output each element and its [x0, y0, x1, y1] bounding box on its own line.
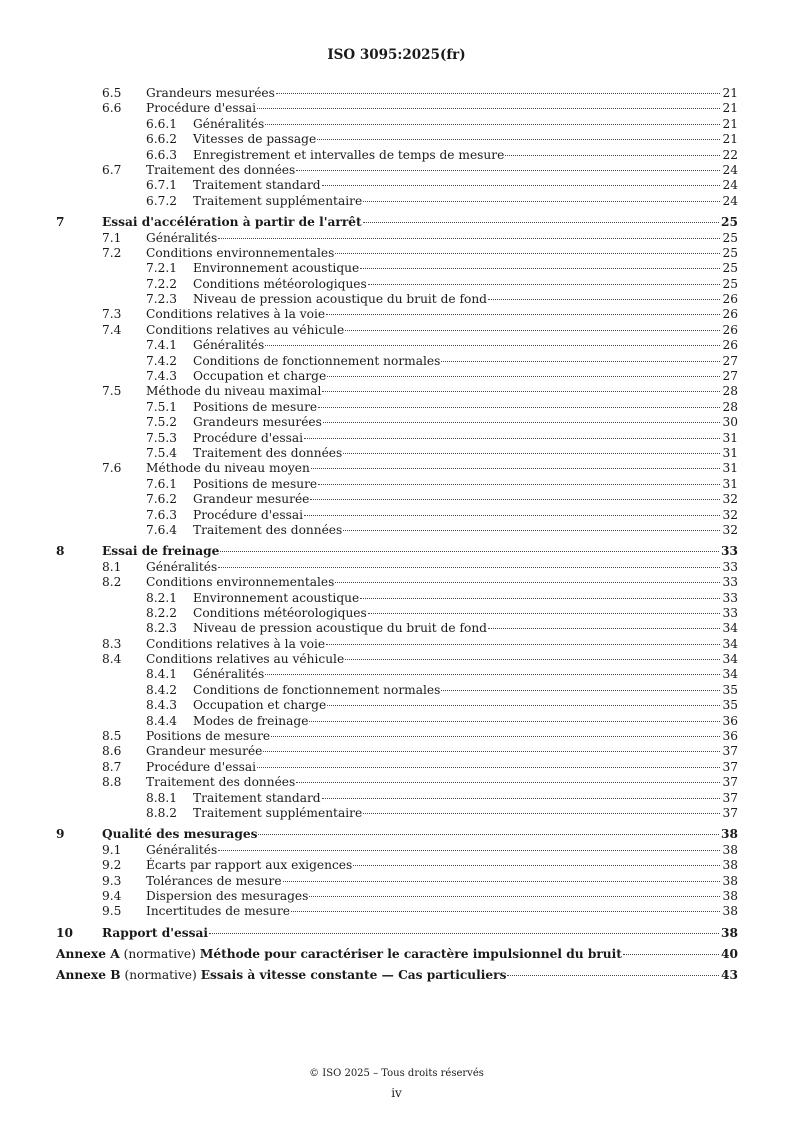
- toc-leader-dots: [309, 721, 720, 722]
- toc-title: Généralités: [146, 842, 218, 857]
- toc-number: 7.6.2: [146, 492, 178, 507]
- toc-title: Essais à vitesse constante — Cas particuliers: [200, 968, 507, 983]
- toc-clause-10[interactable]: [56, 926, 738, 941]
- toc-entry-7.4.3[interactable]: [56, 369, 738, 384]
- toc-entry-7.3[interactable]: [56, 307, 738, 322]
- toc-page-number: 33: [722, 605, 738, 620]
- toc-leader-dots: [265, 345, 720, 346]
- copyright-footer: © ISO 2025 – Tous droits réservés: [309, 1068, 484, 1079]
- toc-leader-dots: [258, 834, 719, 835]
- toc-number: 8.8.1: [146, 790, 178, 805]
- toc-entry-7.2.1[interactable]: [56, 261, 738, 276]
- toc-page-number: 33: [722, 590, 738, 605]
- toc-page-number: 37: [722, 775, 738, 790]
- toc-leader-dots: [360, 268, 720, 269]
- toc-title: Procédure d'essai: [146, 101, 257, 116]
- toc-number: 8.4.2: [146, 682, 178, 697]
- toc-page-number: 32: [722, 507, 738, 522]
- toc-page-number: 31: [722, 461, 738, 476]
- toc-entry-8.4.1[interactable]: [56, 667, 738, 682]
- toc-title: Essai de freinage: [102, 544, 220, 559]
- toc-annex-annexe-a[interactable]: [56, 947, 738, 962]
- toc-leader-dots: [327, 705, 720, 706]
- toc-number: 6.6.2: [146, 132, 178, 147]
- toc-number: 7.4.3: [146, 369, 178, 384]
- toc-page-number: 37: [722, 790, 738, 805]
- toc-title: Conditions météorologiques: [193, 276, 367, 291]
- toc-number: 7.5.3: [146, 430, 178, 445]
- toc-page-number: 24: [722, 162, 738, 177]
- toc-title: Généralités: [193, 116, 265, 131]
- toc-page-number: 32: [722, 522, 738, 537]
- toc-leader-dots: [220, 551, 719, 552]
- toc-leader-dots: [322, 185, 721, 186]
- toc-page-number: 25: [721, 215, 738, 230]
- toc-page-number: 28: [722, 399, 738, 414]
- toc-entry-8.8.1[interactable]: [56, 791, 738, 806]
- toc-number: 7.3: [102, 307, 122, 322]
- toc-leader-dots: [368, 613, 721, 614]
- toc-page-number: 24: [722, 193, 738, 208]
- toc-number: 6.5: [102, 86, 122, 100]
- toc-entry-9.3[interactable]: [56, 874, 738, 889]
- toc-title: Conditions de fonctionnement normales: [193, 353, 441, 368]
- toc-page-number: 37: [722, 759, 738, 774]
- toc-entry-8.8.2[interactable]: [56, 806, 738, 821]
- toc-leader-dots: [488, 299, 721, 300]
- toc-number: Annexe B: [56, 968, 121, 983]
- toc-leader-dots: [335, 253, 720, 254]
- toc-number: 8.4: [102, 652, 122, 667]
- toc-page-number: 34: [722, 652, 738, 667]
- toc-title: Méthode pour caractériser le caractère impulsionnel du bruit: [199, 947, 622, 962]
- toc-entry-9.5[interactable]: [56, 904, 738, 919]
- toc-entry-8.6[interactable]: [56, 744, 738, 759]
- toc-leader-dots: [304, 438, 720, 439]
- toc-clause-8[interactable]: [56, 544, 738, 559]
- toc-title: Tolérances de mesure: [146, 873, 282, 888]
- toc-page-number: 26: [722, 307, 738, 322]
- toc-number: 6.6.1: [146, 116, 178, 131]
- toc-leader-dots: [322, 391, 720, 392]
- toc-page-number: 38: [722, 842, 738, 857]
- toc-leader-dots: [343, 453, 720, 454]
- toc-number: 8.4.1: [146, 667, 178, 682]
- toc-number: 6.6.3: [146, 147, 178, 162]
- toc-title: Conditions relatives à la voie: [146, 636, 326, 651]
- toc-number: 7.5: [102, 384, 122, 399]
- toc-leader-dots: [326, 644, 720, 645]
- toc-page-number: 24: [722, 178, 738, 193]
- toc-number: 7.4.2: [146, 353, 178, 368]
- toc-leader-dots: [310, 499, 720, 500]
- toc-entry-6.6.2[interactable]: [56, 132, 738, 147]
- toc-page-number: 26: [722, 292, 738, 307]
- toc-entry-8.7[interactable]: [56, 760, 738, 775]
- toc-leader-dots: [317, 139, 720, 140]
- toc-entry-8.5[interactable]: [56, 729, 738, 744]
- toc-title: Positions de mesure: [193, 476, 318, 491]
- toc-leader-dots: [311, 468, 721, 469]
- toc-page-number: 38: [721, 925, 738, 940]
- toc-entry-7.4[interactable]: [56, 323, 738, 338]
- toc-entry-8.3[interactable]: [56, 637, 738, 652]
- toc-leader-dots: [323, 422, 721, 423]
- toc-entry-8.4.4[interactable]: [56, 714, 738, 729]
- toc-page-number: 36: [722, 729, 738, 744]
- toc-title: Positions de mesure: [146, 729, 271, 744]
- toc-number: 7.6.1: [146, 476, 178, 491]
- toc-entry-7.1[interactable]: [56, 231, 738, 246]
- toc-page-number: 33: [722, 559, 738, 574]
- toc-leader-dots: [360, 598, 720, 599]
- toc-page-number: 31: [722, 445, 738, 460]
- toc-number: 8.2.2: [146, 605, 178, 620]
- toc-leader-dots: [257, 767, 720, 768]
- toc-title: Occupation et charge: [193, 698, 327, 713]
- toc-title: Grandeurs mesurées: [146, 86, 275, 100]
- toc-page-number: 27: [722, 353, 738, 368]
- toc-number: 8.4.4: [146, 713, 178, 728]
- toc-entry-6.7[interactable]: [56, 163, 738, 178]
- toc-page-number: 35: [722, 682, 738, 697]
- toc-entry-7.4.1[interactable]: [56, 338, 738, 353]
- toc-leader-dots: [296, 782, 720, 783]
- toc-page-number: 38: [721, 827, 738, 842]
- toc-number: 8.2: [102, 575, 122, 590]
- toc-number: 7.5.1: [146, 399, 178, 414]
- toc-page-number: 26: [722, 338, 738, 353]
- toc-number: 6.7.1: [146, 178, 178, 193]
- toc-title: Occupation et charge: [193, 369, 327, 384]
- toc-number: 7.4.1: [146, 338, 178, 353]
- toc-entry-7.5.2[interactable]: [56, 415, 738, 430]
- toc-number: 6.7.2: [146, 193, 178, 208]
- toc-title: Vitesses de passage: [193, 132, 317, 147]
- toc-number: 7.2.1: [146, 261, 178, 276]
- toc-number: 7.2.2: [146, 276, 178, 291]
- toc-number: 7.1: [102, 230, 122, 245]
- toc-leader-dots: [318, 484, 720, 485]
- table-of-contents: [56, 86, 738, 984]
- toc-entry-7.5.1[interactable]: [56, 400, 738, 415]
- toc-leader-dots: [363, 813, 720, 814]
- toc-title: Traitement des données: [193, 445, 343, 460]
- toc-entry-8.2.1[interactable]: [56, 591, 738, 606]
- toc-leader-dots: [218, 238, 720, 239]
- toc-entry-6.5[interactable]: [56, 86, 738, 101]
- toc-title: Enregistrement et intervalles de temps de mesure: [193, 147, 505, 162]
- toc-title: Grandeurs mesurées: [193, 415, 322, 430]
- toc-title: Traitement des données: [146, 162, 296, 177]
- toc-entry-7.6.4[interactable]: [56, 523, 738, 538]
- toc-page-number: 25: [722, 276, 738, 291]
- toc-title: Conditions environnementales: [146, 575, 335, 590]
- toc-number: 8.7: [102, 759, 122, 774]
- toc-leader-dots: [345, 330, 720, 331]
- toc-number: 10: [56, 925, 73, 940]
- toc-entry-7.5.3[interactable]: [56, 431, 738, 446]
- toc-number: 6.6: [102, 101, 122, 116]
- toc-title: Rapport d'essai: [102, 925, 209, 940]
- toc-leader-dots: [335, 582, 720, 583]
- toc-leader-dots: [623, 954, 719, 955]
- toc-number: 7.2.3: [146, 292, 178, 307]
- toc-leader-dots: [343, 530, 720, 531]
- document-header: ISO 3095:2025(fr): [327, 47, 466, 63]
- toc-title: Conditions météorologiques: [193, 605, 367, 620]
- toc-entry-6.6[interactable]: [56, 101, 738, 116]
- toc-page-number: 38: [722, 888, 738, 903]
- toc-entry-7.6.3[interactable]: [56, 508, 738, 523]
- toc-page-number: 22: [722, 147, 738, 162]
- toc-page-number: 43: [721, 968, 738, 983]
- toc-page-number: 38: [722, 904, 738, 919]
- toc-title: Conditions de fonctionnement normales: [193, 682, 441, 697]
- toc-leader-dots: [368, 284, 721, 285]
- toc-leader-dots: [441, 690, 720, 691]
- toc-leader-dots: [345, 659, 720, 660]
- toc-number: 9.3: [102, 873, 122, 888]
- toc-entry-7.2.3[interactable]: [56, 292, 738, 307]
- toc-leader-dots: [441, 361, 720, 362]
- toc-title: Conditions relatives au véhicule: [146, 322, 345, 337]
- toc-leader-dots: [257, 108, 720, 109]
- toc-number: 8.8.2: [146, 805, 178, 820]
- toc-leader-dots: [318, 407, 720, 408]
- toc-title: Traitement standard: [193, 178, 321, 193]
- toc-title: Généralités: [146, 230, 218, 245]
- toc-entry-6.6.3[interactable]: [56, 148, 738, 163]
- toc-title: Traitement des données: [146, 775, 296, 790]
- toc-leader-dots: [363, 222, 719, 223]
- toc-title: Incertitudes de mesure: [146, 904, 291, 919]
- toc-page-number: 21: [722, 132, 738, 147]
- toc-page-number: 27: [722, 369, 738, 384]
- toc-entry-8.2.3[interactable]: [56, 621, 738, 636]
- toc-page-number: 31: [722, 476, 738, 491]
- toc-number: 7.6.4: [146, 522, 178, 537]
- toc-number: 9: [56, 827, 65, 842]
- toc-page-number: 31: [722, 430, 738, 445]
- toc-entry-8.4[interactable]: [56, 652, 738, 667]
- toc-leader-dots: [505, 155, 720, 156]
- toc-leader-dots: [209, 933, 719, 934]
- toc-entry-8.4.3[interactable]: [56, 698, 738, 713]
- toc-annex-type: (normative): [123, 947, 196, 962]
- toc-entry-7.4.2[interactable]: [56, 354, 738, 369]
- toc-title: Écarts par rapport aux exigences: [146, 858, 353, 873]
- toc-page-number: 36: [722, 713, 738, 728]
- toc-leader-dots: [263, 751, 720, 752]
- toc-leader-dots: [322, 798, 721, 799]
- toc-number: 7.4: [102, 322, 122, 337]
- toc-page-number: 28: [722, 384, 738, 399]
- toc-number: 9.1: [102, 842, 122, 857]
- toc-annex-type: (normative): [124, 968, 197, 983]
- toc-number: 8.8: [102, 775, 122, 790]
- toc-entry-8.2.2[interactable]: [56, 606, 738, 621]
- toc-number: 7.6: [102, 461, 122, 476]
- toc-title: Niveau de pression acoustique du bruit de fond: [193, 292, 487, 307]
- toc-number: 8.2.3: [146, 621, 178, 636]
- toc-entry-8.8[interactable]: [56, 775, 738, 790]
- toc-page-number: 40: [721, 947, 738, 962]
- toc-number: 7: [56, 215, 65, 230]
- toc-entry-6.7.1[interactable]: [56, 178, 738, 193]
- toc-leader-dots: [265, 124, 720, 125]
- toc-leader-dots: [353, 865, 720, 866]
- toc-entry-8.2[interactable]: [56, 575, 738, 590]
- toc-leader-dots: [218, 567, 720, 568]
- toc-number: 9.2: [102, 858, 122, 873]
- toc-title: Grandeur mesurée: [146, 744, 263, 759]
- toc-clause-7[interactable]: [56, 215, 738, 230]
- toc-number: 7.5.2: [146, 415, 178, 430]
- toc-number: 8.3: [102, 636, 122, 651]
- toc-entry-7.6[interactable]: [56, 461, 738, 476]
- toc-leader-dots: [326, 314, 720, 315]
- toc-page-number: 21: [722, 116, 738, 131]
- toc-page-number: 21: [722, 86, 738, 100]
- toc-page-number: 25: [722, 230, 738, 245]
- toc-leader-dots: [265, 674, 720, 675]
- toc-page-number: 21: [722, 101, 738, 116]
- toc-title: Essai d'accélération à partir de l'arrêt: [102, 215, 362, 230]
- toc-title: Environnement acoustique: [193, 261, 360, 276]
- toc-title: Méthode du niveau moyen: [146, 461, 310, 476]
- toc-leader-dots: [283, 881, 721, 882]
- toc-title: Conditions relatives au véhicule: [146, 652, 345, 667]
- toc-entry-8.1[interactable]: [56, 560, 738, 575]
- toc-clause-9[interactable]: [56, 827, 738, 842]
- toc-leader-dots: [327, 376, 720, 377]
- toc-number: 9.5: [102, 904, 122, 919]
- toc-title: Généralités: [146, 559, 218, 574]
- toc-title: Dispersion des mesurages: [146, 888, 309, 903]
- toc-title: Conditions relatives à la voie: [146, 307, 326, 322]
- toc-page-number: 34: [722, 636, 738, 651]
- toc-entry-7.2.2[interactable]: [56, 277, 738, 292]
- toc-number: 8.2.1: [146, 590, 178, 605]
- toc-entry-7.6.1[interactable]: [56, 477, 738, 492]
- toc-leader-dots: [363, 201, 720, 202]
- toc-page-number: 37: [722, 744, 738, 759]
- toc-leader-dots: [291, 911, 720, 912]
- toc-annex-annexe-b[interactable]: [56, 968, 738, 983]
- toc-title: Procédure d'essai: [193, 507, 304, 522]
- toc-leader-dots: [304, 515, 720, 516]
- toc-title: Procédure d'essai: [193, 430, 304, 445]
- toc-number: 7.5.4: [146, 445, 178, 460]
- toc-page-number: 35: [722, 698, 738, 713]
- toc-number: 7.6.3: [146, 507, 178, 522]
- toc-number: 8.6: [102, 744, 122, 759]
- toc-page-number: 38: [722, 858, 738, 873]
- toc-title: Traitement standard: [193, 790, 321, 805]
- toc-number: 8: [56, 544, 65, 559]
- toc-entry-7.5.4[interactable]: [56, 446, 738, 461]
- toc-leader-dots: [507, 975, 719, 976]
- toc-page-number: 33: [721, 544, 738, 559]
- toc-leader-dots: [218, 850, 720, 851]
- toc-entry-7.5[interactable]: [56, 384, 738, 399]
- toc-title: Positions de mesure: [193, 399, 318, 414]
- toc-title: Qualité des mesurages: [102, 827, 258, 842]
- toc-number: 8.4.3: [146, 698, 178, 713]
- toc-page-number: 37: [722, 805, 738, 820]
- toc-leader-dots: [296, 170, 720, 171]
- toc-title: Généralités: [193, 338, 265, 353]
- toc-number: 7.2: [102, 245, 122, 260]
- toc-title: Traitement des données: [193, 522, 343, 537]
- toc-page-number: 34: [722, 667, 738, 682]
- toc-title: Niveau de pression acoustique du bruit de fond: [193, 621, 487, 636]
- toc-leader-dots: [488, 628, 721, 629]
- toc-entry-9.1[interactable]: [56, 843, 738, 858]
- toc-title: Environnement acoustique: [193, 590, 360, 605]
- toc-entry-8.4.2[interactable]: [56, 683, 738, 698]
- toc-page-number: 25: [722, 245, 738, 260]
- toc-title: Généralités: [193, 667, 265, 682]
- toc-entry-6.6.1[interactable]: [56, 117, 738, 132]
- toc-number: 8.1: [102, 559, 122, 574]
- toc-number: 8.5: [102, 729, 122, 744]
- toc-number: Annexe A: [56, 947, 120, 962]
- toc-number: 9.4: [102, 888, 122, 903]
- toc-title: Traitement supplémentaire: [193, 805, 363, 820]
- toc-title: Conditions environnementales: [146, 245, 335, 260]
- toc-page-number: 30: [722, 415, 738, 430]
- toc-page-number: 33: [722, 575, 738, 590]
- toc-number: 6.7: [102, 162, 122, 177]
- toc-entry-9.4[interactable]: [56, 889, 738, 904]
- toc-title: Traitement supplémentaire: [193, 193, 363, 208]
- toc-page-number: 38: [722, 873, 738, 888]
- toc-entry-7.6.2[interactable]: [56, 492, 738, 507]
- toc-entry-9.2[interactable]: [56, 858, 738, 873]
- toc-leader-dots: [309, 896, 720, 897]
- toc-leader-dots: [271, 736, 720, 737]
- toc-title: Modes de freinage: [193, 713, 309, 728]
- toc-title: Procédure d'essai: [146, 759, 257, 774]
- toc-page-number: 25: [722, 261, 738, 276]
- toc-title: Grandeur mesurée: [193, 492, 310, 507]
- toc-title: Méthode du niveau maximal: [146, 384, 322, 399]
- toc-entry-6.7.2[interactable]: [56, 194, 738, 209]
- toc-page-number: 34: [722, 621, 738, 636]
- page-number: iv: [391, 1086, 402, 1100]
- toc-entry-7.2[interactable]: [56, 246, 738, 261]
- toc-leader-dots: [276, 93, 721, 94]
- toc-page-number: 32: [722, 492, 738, 507]
- toc-page-number: 26: [722, 322, 738, 337]
